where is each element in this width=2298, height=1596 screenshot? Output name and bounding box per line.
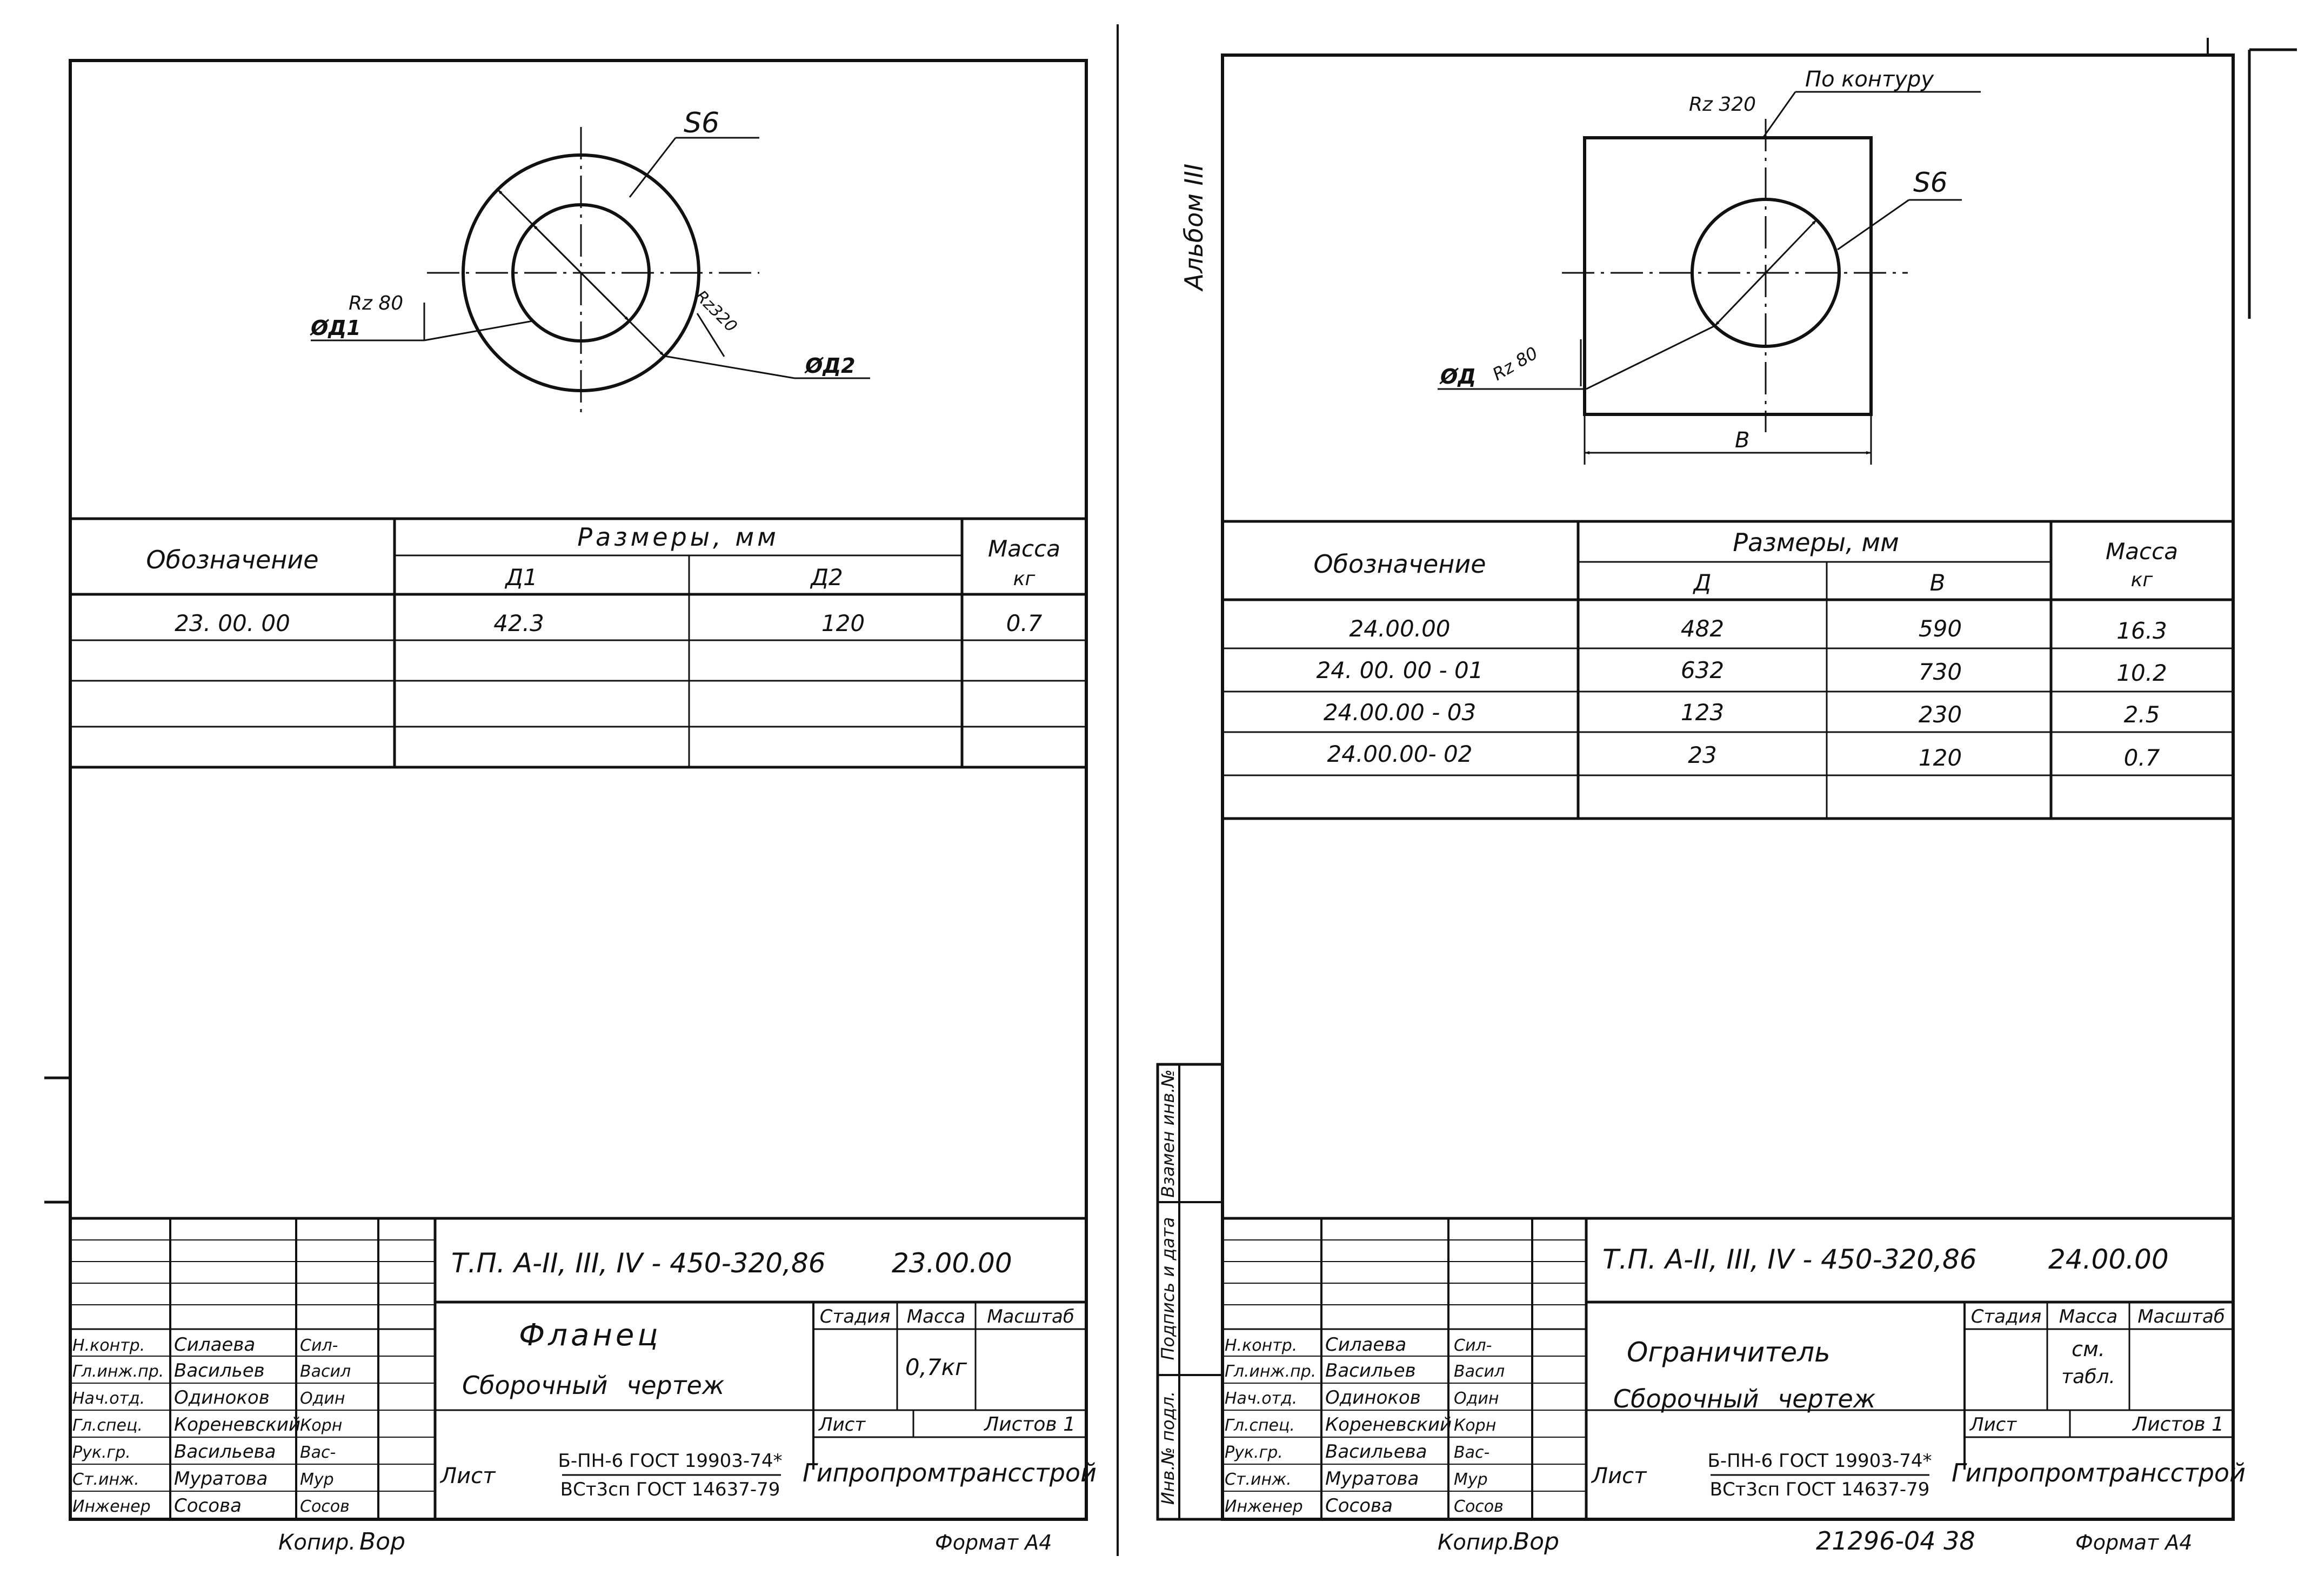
table-cell-b: 590 — [1918, 615, 1962, 642]
table-header-sizes: Размеры, мм — [1733, 528, 1899, 557]
person-name: Васильев — [174, 1360, 265, 1382]
table-cell-designation: 23. 00. 00 — [175, 610, 290, 636]
doc-number: 24.00.00 — [2048, 1244, 2169, 1275]
person-name: Кореневский — [1325, 1414, 1452, 1436]
table-header-mass-unit: кг — [2130, 569, 2153, 591]
signature: Васил — [1454, 1362, 1505, 1381]
signature: Один — [300, 1389, 345, 1408]
signature: Корн — [1454, 1416, 1497, 1435]
table-header-mass: Масса — [2106, 538, 2178, 565]
side-label-signature-date: Подпись и дата — [1158, 1217, 1178, 1360]
table-cell-d: 23 — [1688, 742, 1717, 768]
right-sheet — [1158, 38, 2297, 1519]
s6-leader — [1838, 200, 1909, 250]
signatures-handwritten — [1454, 1336, 1505, 1516]
footer-copied: Копир. — [1438, 1530, 1515, 1555]
person-name: Силаева — [1325, 1334, 1407, 1356]
rz80-label: Rz 80 — [1489, 343, 1541, 385]
table-cell-designation: 24. 00. 00 - 01 — [1316, 657, 1484, 683]
person-name: Муратова — [174, 1468, 268, 1490]
person-name: Васильев — [1325, 1360, 1416, 1382]
role-label: Гл.спец. — [72, 1416, 143, 1435]
table-cell-d: 482 — [1680, 615, 1725, 642]
table-row — [1327, 741, 2160, 771]
footer-format: Формат А4 — [2075, 1531, 2193, 1554]
signatures-roles — [1225, 1336, 1316, 1516]
material-prefix: Лист — [1592, 1464, 1647, 1488]
diameter-d-leader — [1586, 326, 1715, 389]
signature: Корн — [300, 1416, 343, 1435]
rz320-label: Rz320 — [691, 286, 741, 337]
sheet-label: Лист — [1970, 1414, 2017, 1436]
person-name: Васильева — [1325, 1441, 1427, 1463]
table-row — [1316, 657, 2167, 686]
table-cell-designation: 24.00.00 - 03 — [1323, 699, 1477, 726]
side-label-inv-original: Инв.№ подл. — [1158, 1391, 1178, 1505]
signature: Вас- — [1454, 1443, 1490, 1462]
table-header-mass-unit: кг — [1013, 568, 1036, 590]
signature: Сил- — [1454, 1336, 1492, 1355]
table-cell-mass: 0.7 — [1006, 610, 1043, 636]
person-name: Кореневский — [174, 1414, 301, 1436]
footer-copied-sign: Вор — [1513, 1528, 1560, 1555]
table-cell-mass: 16.3 — [2116, 618, 2167, 644]
d2-label: ØД2 — [805, 354, 856, 378]
signature: Сил- — [300, 1336, 338, 1355]
material-bottom: ВСт3сп ГОСТ 14637-79 — [1709, 1479, 1930, 1500]
table-header-d2: Д2 — [811, 564, 843, 591]
organization: Гипропромтрансстрой — [1952, 1458, 2246, 1487]
album-label: Альбом III — [1179, 163, 1208, 291]
mass-value: 0,7кг — [905, 1354, 967, 1380]
table-row — [1349, 615, 2167, 644]
role-label: Нач.отд. — [1225, 1389, 1298, 1408]
d1-label: ØД1 — [311, 316, 361, 340]
drawing-subtitle: Сборочный чертеж — [462, 1371, 725, 1400]
material-top: Б-ПН-6 ГОСТ 19903-74* — [1707, 1450, 1932, 1472]
header-scale: Масштаб — [2137, 1306, 2225, 1327]
material-bottom: ВСт3сп ГОСТ 14637-79 — [560, 1479, 780, 1500]
role-label: Нач.отд. — [72, 1389, 145, 1408]
role-label: Инженер — [1225, 1497, 1303, 1516]
table-cell-b: 730 — [1918, 659, 1962, 685]
role-label: Ст.инж. — [72, 1470, 139, 1489]
table-header-designation: Обозначение — [146, 545, 319, 574]
drawing-name: Фланец — [519, 1318, 662, 1353]
left-table-rows — [175, 610, 1043, 636]
limiter-plate — [1585, 138, 1871, 414]
drawing-subtitle: Сборочный чертеж — [1613, 1384, 1876, 1413]
role-label: Гл.инж.пр. — [72, 1362, 164, 1381]
footer-archive-number: 21296-04 38 — [1816, 1526, 1975, 1555]
right-sheet-frame — [1223, 55, 2233, 1519]
contour-leader — [1763, 92, 1795, 138]
person-name: Силаева — [174, 1334, 256, 1356]
signature: Мур — [300, 1470, 334, 1489]
person-name: Одиноков — [1325, 1387, 1421, 1409]
signatures-roles — [72, 1336, 164, 1516]
sheet-label: Лист — [819, 1414, 866, 1436]
drawing-name: Ограничитель — [1627, 1337, 1831, 1368]
signatures-people — [174, 1334, 300, 1517]
signature: Мур — [1454, 1470, 1488, 1489]
contour-label: По контуру — [1805, 67, 1934, 92]
header-stage: Стадия — [819, 1306, 891, 1327]
footer-copied: Копир. — [278, 1530, 356, 1555]
flange-drawing — [311, 127, 870, 416]
mass-value-second-line: табл. — [2061, 1366, 2115, 1388]
table-row — [175, 610, 1043, 636]
table-cell-designation: 24.00.00 — [1349, 615, 1451, 642]
table-header-b: В — [1929, 569, 1946, 596]
table-header-d1: Д1 — [505, 564, 538, 591]
side-strip-labels — [1158, 1069, 1178, 1505]
role-label: Рук.гр. — [72, 1443, 131, 1462]
person-name: Сосова — [1325, 1495, 1393, 1517]
role-label: Н.контр. — [72, 1336, 145, 1355]
doc-code: Т.П. А-II, III, IV - 450-320,86 — [451, 1248, 826, 1279]
signature: Один — [1454, 1389, 1499, 1408]
table-cell-mass: 2.5 — [2123, 701, 2160, 728]
signatures-handwritten — [300, 1336, 351, 1516]
footer-copied-sign: Вор — [359, 1528, 406, 1555]
header-scale: Масштаб — [987, 1306, 1074, 1327]
left-sheet-frame — [70, 61, 1086, 1519]
sheets-label: Листов 1 — [984, 1413, 1075, 1436]
role-label: Гл.инж.пр. — [1225, 1362, 1317, 1381]
s6-label: S6 — [684, 107, 720, 139]
role-label: Н.контр. — [1225, 1336, 1298, 1355]
person-name: Муратова — [1325, 1468, 1419, 1490]
table-header-mass: Масса — [988, 535, 1060, 562]
signature: Вас- — [300, 1443, 336, 1462]
table-header-sizes: Размеры, мм — [577, 522, 779, 552]
signatures-people — [1325, 1334, 1452, 1517]
material-prefix: Лист — [440, 1464, 496, 1488]
table-cell-mass: 0.7 — [2123, 745, 2160, 771]
footer-format: Формат А4 — [935, 1531, 1052, 1554]
rz320-label: Rz 320 — [1689, 93, 1756, 116]
right-table-rows — [1316, 615, 2167, 771]
rz80-label: Rz 80 — [349, 292, 404, 314]
person-name: Васильева — [174, 1441, 276, 1463]
s6-label: S6 — [1913, 167, 1948, 198]
signature: Сосов — [1454, 1497, 1504, 1516]
table-cell-d1: 42.3 — [493, 610, 544, 636]
material-top: Б-ПН-6 ГОСТ 19903-74* — [558, 1450, 783, 1472]
d-label: ØД — [1440, 365, 1477, 388]
organization: Гипропромтрансстрой — [803, 1458, 1097, 1487]
header-mass: Масса — [906, 1306, 966, 1327]
signature: Васил — [300, 1362, 351, 1381]
table-cell-d: 123 — [1680, 699, 1725, 726]
mass-value: см. — [2072, 1337, 2105, 1361]
sheets-label: Листов 1 — [2133, 1413, 2224, 1436]
table-header-designation: Обозначение — [1313, 549, 1486, 579]
table-row — [1324, 699, 2160, 728]
signature: Сосов — [300, 1497, 350, 1516]
person-name: Сосова — [174, 1495, 242, 1517]
table-cell-b: 230 — [1918, 701, 1962, 728]
diameter-d1-leader — [424, 321, 533, 340]
table-cell-b: 120 — [1918, 745, 1962, 771]
left-sheet-text — [72, 107, 1097, 1555]
header-mass: Масса — [2059, 1306, 2118, 1327]
doc-number: 23.00.00 — [892, 1248, 1012, 1279]
b-label: В — [1735, 428, 1750, 453]
role-label: Рук.гр. — [1225, 1443, 1283, 1462]
table-cell-designation: 24.00.00- 02 — [1327, 741, 1473, 767]
header-stage: Стадия — [1970, 1306, 2042, 1327]
side-label-replaced-inv: Взамен инв.№ — [1158, 1069, 1178, 1198]
person-name: Одиноков — [174, 1387, 270, 1409]
role-label: Инженер — [72, 1497, 151, 1516]
table-cell-d2: 120 — [821, 610, 865, 636]
table-cell-mass: 10.2 — [2116, 660, 2167, 686]
role-label: Гл.спец. — [1225, 1416, 1295, 1435]
table-header-d: Д — [1693, 569, 1712, 596]
table-cell-d: 632 — [1680, 657, 1725, 683]
role-label: Ст.инж. — [1225, 1470, 1292, 1489]
limiter-drawing — [1438, 92, 1981, 465]
diameter-d2-leader — [664, 356, 794, 378]
doc-code: Т.П. А-II, III, IV - 450-320,86 — [1602, 1244, 1977, 1275]
